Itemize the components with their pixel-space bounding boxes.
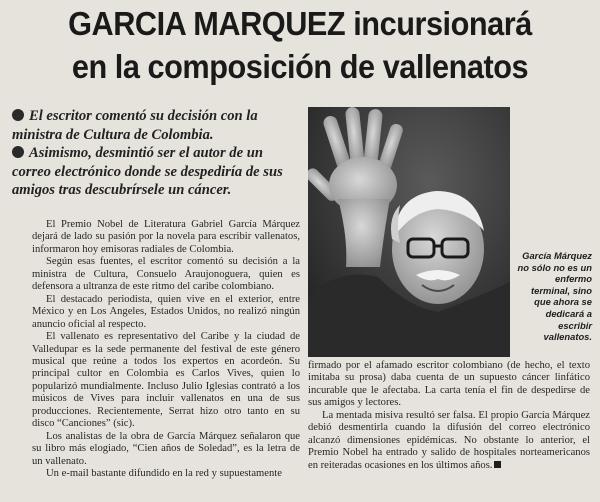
headline-line-2: en la composición de vallenatos xyxy=(71,48,529,85)
photo-garcia-marquez xyxy=(308,107,510,357)
article-column-1 xyxy=(32,219,300,481)
deck-text-1: El escritor comentó su decisión con la ministra de Cultura de Colombia. xyxy=(12,108,258,143)
headline-line-1: GARCIA MARQUEZ incursionará xyxy=(68,5,532,42)
paragraph: Un e-mail bastante difundido en la red y supuestamente xyxy=(46,468,282,480)
end-mark-icon xyxy=(494,461,501,468)
paragraph: Según esas fuentes, el escritor comentó su decisión a la ministra de Cultura, Consuelo Araujonoguera, quien es defensora a ultranza de este ritmo del caribe colombiano. xyxy=(32,256,300,293)
article-column-2 xyxy=(308,360,590,472)
photo-caption: García Márquez no sólo no es un enfermo terminal, sino que ahora se dedicará a escribir vallenatos. xyxy=(517,250,592,343)
paragraph: Los analistas de la obra de García Márquez señalaron que su libro más elogiado, “Cien años de Soledad”, es la letra de un vallenato. xyxy=(32,430,300,467)
deck-item-2 xyxy=(12,144,304,200)
paragraph: firmado por el afamado escritor colombiano (de hecho, el texto imitaba su prosa) daba cuenta de un supuesto cáncer linfático incurable que le afectaba. La carta tenía el fin de despedirse de sus amigos y lectores. xyxy=(308,360,590,409)
bullet-icon xyxy=(12,109,24,121)
paragraph: El vallenato es representativo del Caribe y la ciudad de Valledupar es la sede permanente del festival de este género musical que reúne a todos los expertos en acordeón. Su principal cultor en Colombia es Carlos Vives, quien lo popularizó mundialmente. Incluso Julio Iglesias contrató a los músicos de Vives para incluir vallenatos en una de sus producciones. Recientemente, Serrat hizo otro tanto en su disco “Canciones” (sic). xyxy=(32,331,300,430)
paragraph: El destacado periodista, quien vive en el exterior, entre México y en Los Angeles, Estados Unidos, no realizó ningún anuncio oficial al respecto. xyxy=(32,293,300,330)
paragraph: El Premio Nobel de Literatura Gabriel García Márquez dejará de lado su pasión por la novela para escribir vallenatos, informaron hoy emisoras radiales de Colombia. xyxy=(32,219,300,255)
bullet-icon xyxy=(12,146,24,158)
deck-text-2: Asimismo, desmintió ser el autor de un correo electrónico donde se despediría de sus amigos tras descubrírsele un cáncer. xyxy=(12,145,283,198)
deck-item-1 xyxy=(12,107,304,144)
portrait-illustration xyxy=(308,107,510,357)
headline xyxy=(21,2,579,88)
deck xyxy=(12,107,304,200)
paragraph-final-text: La mentada misiva resultó ser falsa. El propio García Márquez debió desmentirla cuando la difusión del correo electrónico alcanzó dimensiones epidémicas. No obstante lo anterior, el Premio Nobel ha entrado y salido de hospitales norteamericanos en reiteradas ocasiones en los últimos años. xyxy=(308,409,590,471)
paragraph-final xyxy=(308,410,590,472)
